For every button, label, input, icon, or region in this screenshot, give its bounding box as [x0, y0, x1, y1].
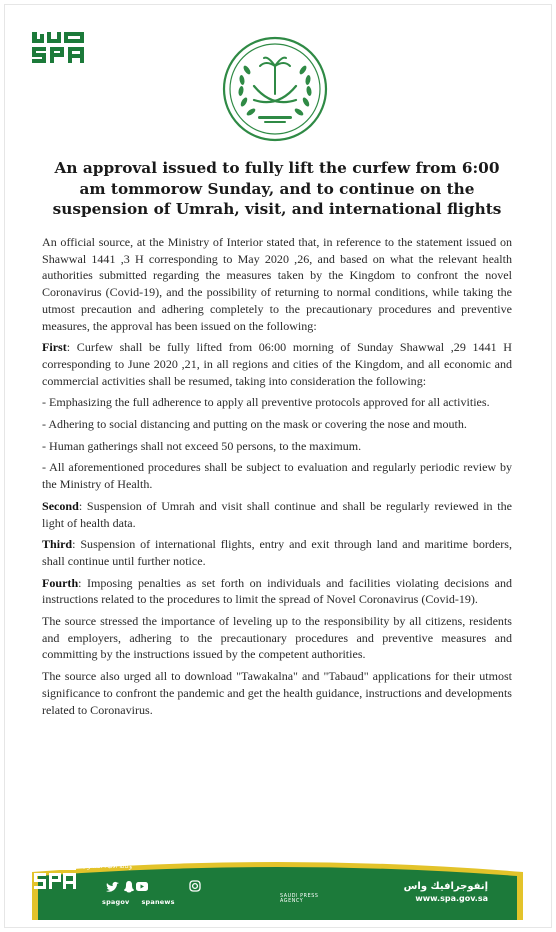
bullet-item: - Human gatherings shall not exceed 50 persons, to the maximum. — [42, 438, 362, 453]
article-body — [42, 234, 512, 723]
second-label: Second — [42, 498, 79, 513]
website-link[interactable]: www.spa.gov.sa — [415, 894, 488, 903]
fourth-text: : Imposing penalties as set forth on individuals and facilities violating decisions and instructions related to the procedures to limit the spread of Novel Coronavirus (Covid-19). — [42, 575, 512, 607]
agency-arabic: وكالة الأنباء السعودية — [80, 863, 133, 870]
bullet-item: - Adhering to social distancing and putting on the mask or covering the nose and mouth. — [42, 417, 467, 432]
ministry-emblem — [222, 36, 328, 142]
social-handles — [102, 898, 187, 906]
stressed-paragraph: The source stressed the importance of leveling up to the responsibility by all citizens, residents and employers, adhering to the precautionary procedures and preventive measures and committing by the instructions issued by the competent authorities. — [42, 614, 512, 662]
bullet-item: - Emphasizing the full adherence to apply all preventive protocols approved for all activities. — [42, 395, 490, 410]
handle-spanews[interactable]: spanews — [141, 898, 175, 906]
footer-spa-logo — [32, 858, 142, 894]
third-label: Third — [42, 537, 73, 552]
first-text: : Curfew shall be fully lifted from 06:00 morning of Sunday Shawwal ,29 1441 H corresponding to June 2020 ,21, in all regions and cities of the Kingdom, and all economic and commercial activities shall be resumed, taking into consideration the following: — [42, 340, 512, 388]
first-paragraph — [42, 339, 512, 389]
spa-logo — [30, 30, 88, 64]
third-text: : Suspension of international flights, entry and exit through land and maritime borders, shall continue until further notice. — [42, 537, 512, 568]
footer-right — [368, 880, 488, 904]
third-paragraph — [42, 536, 512, 569]
instagram-icon[interactable] — [190, 881, 200, 891]
urged-paragraph: The source also urged all to download "Tawakalna" and "Tabaud" applications for their utmost significance to confront the pandemic and get the health guidance, instructions and developments related to Coronavirus. — [42, 669, 512, 717]
agency-english: SAUDI PRESS AGENCY — [280, 894, 319, 905]
bullet-item: - All aforementioned procedures shall be subject to evaluation and regularly periodic review by the Ministry of Health. — [42, 460, 512, 492]
intro-paragraph: An official source, at the Ministry of Interior stated that, in reference to the statement issued on Shawwal 1441 ,3 H corresponding to May 2020 ,26, and based on what the relevant health authorities submitted regarding the measures taken by the Kingdom to confront the novel Coronavirus (Covid-19), and the possibility of returning to normal conditions, while taking the utmost precaution and adhering completely to the precautionary procedures and preventive measures, the approval has been issued on the following: — [42, 235, 512, 333]
second-paragraph — [42, 498, 512, 531]
first-label: First — [42, 340, 67, 355]
footer-band — [32, 858, 523, 920]
headline: An approval issued to fully lift the curfew from 6:00 am tommorow Sunday, and to continue on the suspension of Umrah, visit, and international flights — [52, 159, 502, 218]
second-text: : Suspension of Umrah and visit shall continue and shall be regularly reviewed in the light of health data. — [42, 498, 512, 530]
infographic-label: إنفوجرافيك واس — [403, 881, 488, 892]
fourth-label: Fourth — [42, 575, 79, 590]
fourth-paragraph — [42, 575, 512, 608]
handle-spagov[interactable]: spagov — [102, 898, 130, 906]
